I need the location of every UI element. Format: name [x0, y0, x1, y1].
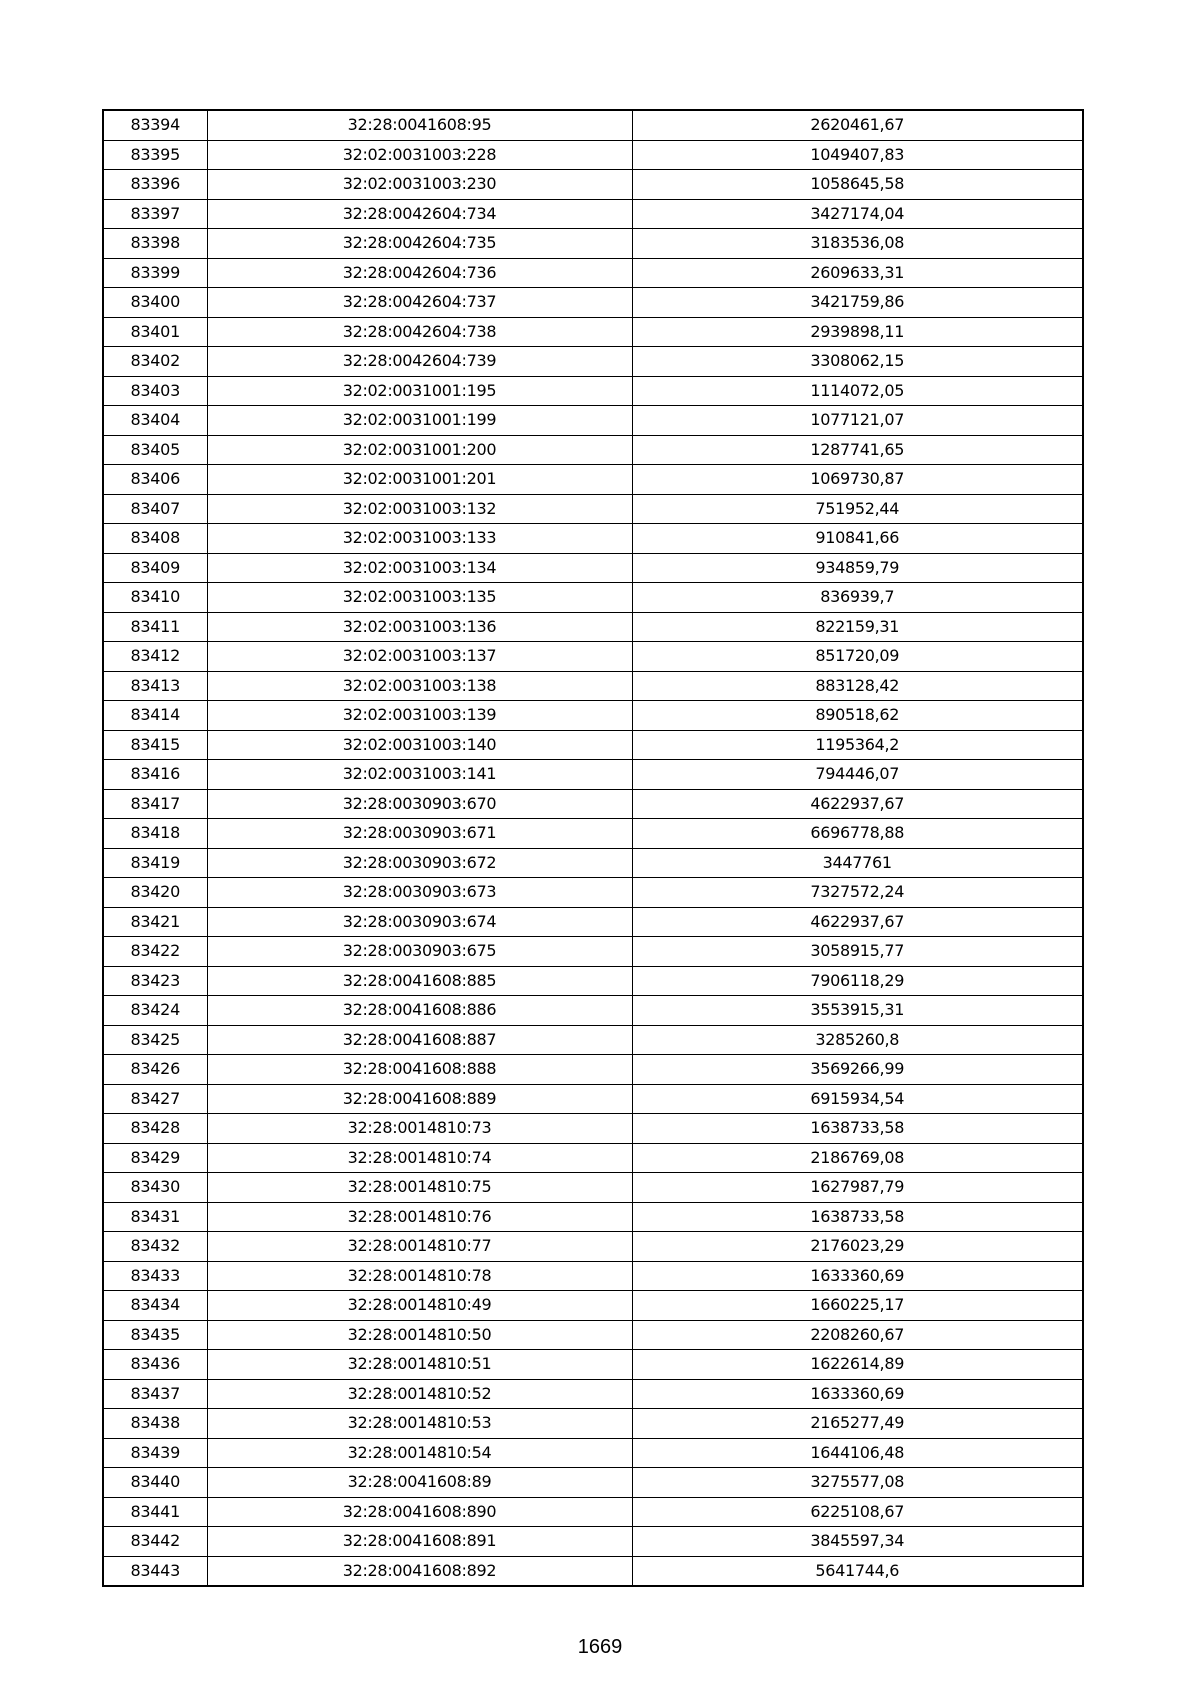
cadastral-number-cell: 32:28:0041608:95: [207, 110, 632, 140]
cadastral-number-cell: 32:02:0031001:200: [207, 435, 632, 465]
table-row: [103, 1556, 1083, 1586]
cadastral-number-cell: 32:02:0031003:133: [207, 524, 632, 554]
table-row: [103, 996, 1083, 1026]
table-row: [103, 199, 1083, 229]
row-number-cell: 83434: [103, 1291, 207, 1321]
table-row: [103, 1084, 1083, 1114]
row-number-cell: 83399: [103, 258, 207, 288]
row-number-cell: 83403: [103, 376, 207, 406]
table-row: [103, 1025, 1083, 1055]
cadastral-number-cell: 32:28:0014810:75: [207, 1173, 632, 1203]
table-row: [103, 465, 1083, 495]
cadastral-number-cell: 32:28:0041608:892: [207, 1556, 632, 1586]
table-row: [103, 110, 1083, 140]
row-number-cell: 83436: [103, 1350, 207, 1380]
row-number-cell: 83423: [103, 966, 207, 996]
cadastral-number-cell: 32:02:0031003:228: [207, 140, 632, 170]
cadastral-number-cell: 32:02:0031003:138: [207, 671, 632, 701]
row-number-cell: 83438: [103, 1409, 207, 1439]
cadastral-value-cell: 1077121,07: [632, 406, 1083, 436]
row-number-cell: 83421: [103, 907, 207, 937]
cadastral-value-cell: 3183536,08: [632, 229, 1083, 259]
row-number-cell: 83433: [103, 1261, 207, 1291]
cadastral-value-cell: 2176023,29: [632, 1232, 1083, 1262]
table-row: [103, 848, 1083, 878]
cadastral-value-cell: 5641744,6: [632, 1556, 1083, 1586]
row-number-cell: 83443: [103, 1556, 207, 1586]
cadastral-value-cell: 1114072,05: [632, 376, 1083, 406]
cadastral-value-cell: 751952,44: [632, 494, 1083, 524]
cadastral-value-cell: 3447761: [632, 848, 1083, 878]
cadastral-number-cell: 32:28:0030903:674: [207, 907, 632, 937]
row-number-cell: 83395: [103, 140, 207, 170]
table-row: [103, 406, 1083, 436]
cadastral-value-cell: 1049407,83: [632, 140, 1083, 170]
cadastral-number-cell: 32:28:0014810:78: [207, 1261, 632, 1291]
table-row: [103, 1143, 1083, 1173]
cadastral-number-cell: 32:28:0014810:52: [207, 1379, 632, 1409]
table-row: [103, 760, 1083, 790]
table-row: [103, 1497, 1083, 1527]
table-row: [103, 671, 1083, 701]
cadastral-number-cell: 32:02:0031003:136: [207, 612, 632, 642]
table-row: [103, 1261, 1083, 1291]
table-row: [103, 701, 1083, 731]
table-row: [103, 1527, 1083, 1557]
cadastral-number-cell: 32:28:0030903:675: [207, 937, 632, 967]
table-row: [103, 347, 1083, 377]
cadastral-number-cell: 32:28:0041608:885: [207, 966, 632, 996]
cadastral-value-cell: 6915934,54: [632, 1084, 1083, 1114]
cadastral-number-cell: 32:28:0042604:737: [207, 288, 632, 318]
cadastral-number-cell: 32:28:0030903:670: [207, 789, 632, 819]
row-number-cell: 83422: [103, 937, 207, 967]
cadastral-value-cell: 3275577,08: [632, 1468, 1083, 1498]
table-row: [103, 1320, 1083, 1350]
row-number-cell: 83409: [103, 553, 207, 583]
table-row: [103, 1379, 1083, 1409]
cadastral-value-cell: 7906118,29: [632, 966, 1083, 996]
row-number-cell: 83428: [103, 1114, 207, 1144]
row-number-cell: 83419: [103, 848, 207, 878]
cadastral-value-cell: 3421759,86: [632, 288, 1083, 318]
table-row: [103, 494, 1083, 524]
table-row: [103, 966, 1083, 996]
cadastral-value-cell: 2186769,08: [632, 1143, 1083, 1173]
row-number-cell: 83432: [103, 1232, 207, 1262]
cadastral-number-cell: 32:28:0014810:53: [207, 1409, 632, 1439]
table-row: [103, 1409, 1083, 1439]
cadastral-value-cell: 2165277,49: [632, 1409, 1083, 1439]
cadastral-value-cell: 3058915,77: [632, 937, 1083, 967]
cadastral-number-cell: 32:28:0041608:890: [207, 1497, 632, 1527]
cadastral-value-cell: 1660225,17: [632, 1291, 1083, 1321]
table-row: [103, 376, 1083, 406]
table-row: [103, 612, 1083, 642]
row-number-cell: 83427: [103, 1084, 207, 1114]
table-row: [103, 642, 1083, 672]
row-number-cell: 83430: [103, 1173, 207, 1203]
table-row: [103, 1350, 1083, 1380]
row-number-cell: 83415: [103, 730, 207, 760]
table-row: [103, 789, 1083, 819]
cadastral-number-cell: 32:02:0031001:195: [207, 376, 632, 406]
row-number-cell: 83402: [103, 347, 207, 377]
row-number-cell: 83412: [103, 642, 207, 672]
cadastral-value-cell: 1058645,58: [632, 170, 1083, 200]
cadastral-value-cell: 1622614,89: [632, 1350, 1083, 1380]
table-row: [103, 1438, 1083, 1468]
cadastral-value-cell: 890518,62: [632, 701, 1083, 731]
table-row: [103, 1291, 1083, 1321]
cadastral-value-cell: 883128,42: [632, 671, 1083, 701]
row-number-cell: 83404: [103, 406, 207, 436]
table-row: [103, 1468, 1083, 1498]
row-number-cell: 83394: [103, 110, 207, 140]
row-number-cell: 83405: [103, 435, 207, 465]
row-number-cell: 83407: [103, 494, 207, 524]
cadastral-number-cell: 32:28:0030903:673: [207, 878, 632, 908]
table-row: [103, 1232, 1083, 1262]
cadastral-value-cell: 3553915,31: [632, 996, 1083, 1026]
row-number-cell: 83401: [103, 317, 207, 347]
row-number-cell: 83398: [103, 229, 207, 259]
cadastral-number-cell: 32:28:0041608:89: [207, 1468, 632, 1498]
cadastral-number-cell: 32:02:0031003:134: [207, 553, 632, 583]
cadastral-value-cell: 1638733,58: [632, 1202, 1083, 1232]
row-number-cell: 83396: [103, 170, 207, 200]
row-number-cell: 83410: [103, 583, 207, 613]
cadastral-number-cell: 32:02:0031003:139: [207, 701, 632, 731]
cadastral-value-cell: 1195364,2: [632, 730, 1083, 760]
table-row: [103, 140, 1083, 170]
page-number: 1669: [577, 1636, 623, 1658]
cadastral-number-cell: 32:28:0014810:73: [207, 1114, 632, 1144]
cadastral-number-cell: 32:28:0042604:739: [207, 347, 632, 377]
cadastral-value-cell: 2620461,67: [632, 110, 1083, 140]
cadastral-value-cell: 3308062,15: [632, 347, 1083, 377]
row-number-cell: 83439: [103, 1438, 207, 1468]
cadastral-value-cell: 1638733,58: [632, 1114, 1083, 1144]
cadastral-number-cell: 32:02:0031001:201: [207, 465, 632, 495]
table-row: [103, 170, 1083, 200]
row-number-cell: 83435: [103, 1320, 207, 1350]
cadastral-value-cell: 851720,09: [632, 642, 1083, 672]
row-number-cell: 83406: [103, 465, 207, 495]
table-row: [103, 730, 1083, 760]
row-number-cell: 83414: [103, 701, 207, 731]
row-number-cell: 83429: [103, 1143, 207, 1173]
cadastral-value-cell: 2939898,11: [632, 317, 1083, 347]
table-row: [103, 553, 1083, 583]
cadastral-number-cell: 32:28:0014810:51: [207, 1350, 632, 1380]
cadastral-value-cell: 836939,7: [632, 583, 1083, 613]
cadastral-number-cell: 32:28:0030903:671: [207, 819, 632, 849]
row-number-cell: 83437: [103, 1379, 207, 1409]
cadastral-number-cell: 32:02:0031003:141: [207, 760, 632, 790]
cadastral-value-cell: 3285260,8: [632, 1025, 1083, 1055]
table-row: [103, 435, 1083, 465]
cadastral-value-cell: 6696778,88: [632, 819, 1083, 849]
cadastral-number-cell: 32:28:0042604:734: [207, 199, 632, 229]
cadastral-number-cell: 32:28:0014810:49: [207, 1291, 632, 1321]
cadastral-number-cell: 32:02:0031003:230: [207, 170, 632, 200]
cadastral-value-cell: 822159,31: [632, 612, 1083, 642]
cadastral-value-cell: 3845597,34: [632, 1527, 1083, 1557]
row-number-cell: 83426: [103, 1055, 207, 1085]
cadastral-number-cell: 32:28:0042604:736: [207, 258, 632, 288]
cadastral-number-cell: 32:28:0042604:735: [207, 229, 632, 259]
table-row: [103, 1055, 1083, 1085]
row-number-cell: 83420: [103, 878, 207, 908]
cadastral-number-cell: 32:28:0014810:74: [207, 1143, 632, 1173]
table-row: [103, 1114, 1083, 1144]
cadastral-value-cell: 4622937,67: [632, 907, 1083, 937]
cadastral-number-cell: 32:02:0031003:132: [207, 494, 632, 524]
row-number-cell: 83440: [103, 1468, 207, 1498]
table-row: [103, 819, 1083, 849]
table-row: [103, 583, 1083, 613]
cadastral-value-cell: 1633360,69: [632, 1379, 1083, 1409]
row-number-cell: 83397: [103, 199, 207, 229]
row-number-cell: 83425: [103, 1025, 207, 1055]
cadastral-value-cell: 1627987,79: [632, 1173, 1083, 1203]
row-number-cell: 83442: [103, 1527, 207, 1557]
cadastral-number-cell: 32:28:0041608:891: [207, 1527, 632, 1557]
table-row: [103, 1173, 1083, 1203]
cadastral-number-cell: 32:28:0014810:50: [207, 1320, 632, 1350]
row-number-cell: 83424: [103, 996, 207, 1026]
table-row: [103, 288, 1083, 318]
cadastral-value-table: [102, 109, 1084, 1587]
cadastral-value-cell: 794446,07: [632, 760, 1083, 790]
table-row: [103, 937, 1083, 967]
cadastral-value-cell: 1069730,87: [632, 465, 1083, 495]
cadastral-value-cell: 934859,79: [632, 553, 1083, 583]
cadastral-value-cell: 2208260,67: [632, 1320, 1083, 1350]
cadastral-value-cell: 1644106,48: [632, 1438, 1083, 1468]
cadastral-value-cell: 1633360,69: [632, 1261, 1083, 1291]
cadastral-number-cell: 32:28:0014810:77: [207, 1232, 632, 1262]
cadastral-value-cell: 1287741,65: [632, 435, 1083, 465]
row-number-cell: 83400: [103, 288, 207, 318]
cadastral-value-cell: 3569266,99: [632, 1055, 1083, 1085]
table-body: [103, 110, 1083, 1586]
row-number-cell: 83413: [103, 671, 207, 701]
table-row: [103, 907, 1083, 937]
row-number-cell: 83417: [103, 789, 207, 819]
table-row: [103, 229, 1083, 259]
cadastral-number-cell: 32:02:0031003:137: [207, 642, 632, 672]
cadastral-number-cell: 32:28:0042604:738: [207, 317, 632, 347]
cadastral-number-cell: 32:02:0031003:135: [207, 583, 632, 613]
cadastral-value-cell: 4622937,67: [632, 789, 1083, 819]
cadastral-number-cell: 32:28:0041608:887: [207, 1025, 632, 1055]
cadastral-number-cell: 32:28:0041608:889: [207, 1084, 632, 1114]
cadastral-number-cell: 32:28:0030903:672: [207, 848, 632, 878]
cadastral-number-cell: 32:28:0014810:76: [207, 1202, 632, 1232]
cadastral-number-cell: 32:28:0014810:54: [207, 1438, 632, 1468]
cadastral-value-cell: 7327572,24: [632, 878, 1083, 908]
table-row: [103, 1202, 1083, 1232]
cadastral-number-cell: 32:02:0031001:199: [207, 406, 632, 436]
table-row: [103, 878, 1083, 908]
cadastral-value-cell: 2609633,31: [632, 258, 1083, 288]
cadastral-value-cell: 3427174,04: [632, 199, 1083, 229]
cadastral-number-cell: 32:28:0041608:888: [207, 1055, 632, 1085]
table-row: [103, 524, 1083, 554]
row-number-cell: 83408: [103, 524, 207, 554]
row-number-cell: 83441: [103, 1497, 207, 1527]
row-number-cell: 83416: [103, 760, 207, 790]
row-number-cell: 83418: [103, 819, 207, 849]
cadastral-number-cell: 32:28:0041608:886: [207, 996, 632, 1026]
row-number-cell: 83411: [103, 612, 207, 642]
table-row: [103, 258, 1083, 288]
row-number-cell: 83431: [103, 1202, 207, 1232]
cadastral-value-cell: 910841,66: [632, 524, 1083, 554]
table-row: [103, 317, 1083, 347]
cadastral-number-cell: 32:02:0031003:140: [207, 730, 632, 760]
cadastral-value-cell: 6225108,67: [632, 1497, 1083, 1527]
